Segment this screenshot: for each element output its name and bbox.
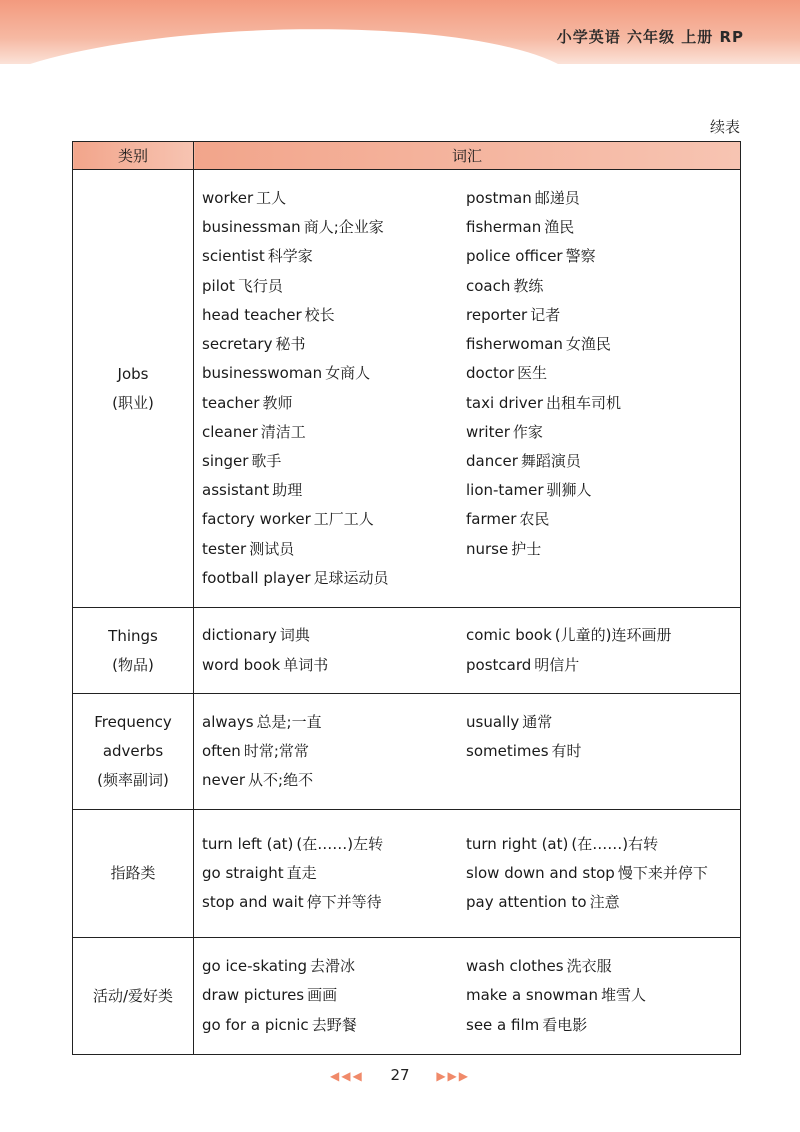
vocab-chinese: 驯狮人 [546, 481, 592, 500]
prev-arrows-icon: ◀◀◀ [329, 1069, 364, 1083]
vocab-english: taxi driver [466, 393, 544, 412]
vocab-chinese: (在……)左转 [296, 834, 384, 853]
vocab-chinese: 注意 [589, 893, 620, 912]
vocab-item [466, 621, 746, 650]
vocab-cell [194, 938, 741, 1055]
vocab-chinese: 画画 [307, 986, 338, 1005]
vocab-chinese: 直走 [286, 863, 317, 882]
category-label: Frequency [94, 713, 172, 731]
vocab-item [202, 505, 466, 534]
vocab-english: go ice-skating [202, 957, 308, 976]
vocab-item [202, 301, 466, 330]
vocab-item [466, 389, 746, 418]
category-cell [73, 170, 194, 608]
vocab-item [202, 888, 466, 917]
vocab-english: usually [466, 712, 520, 731]
vocab-item [466, 184, 746, 213]
vocab-english: tester [202, 539, 247, 558]
vocab-english: turn right (at) [466, 834, 569, 853]
vocab-chinese: 足球运动员 [313, 568, 389, 587]
vocab-english: stop and wait [202, 893, 304, 912]
vocab-english: businessman [202, 218, 301, 237]
vocab-english: singer [202, 451, 249, 470]
vocab-english: football player [202, 568, 311, 587]
vocab-cell [194, 170, 741, 608]
vocab-english: slow down and stop [466, 863, 615, 882]
vocab-english: assistant [202, 481, 270, 500]
vocab-item [202, 447, 466, 476]
vocab-item [466, 447, 746, 476]
vocab-chinese: 邮递员 [534, 189, 580, 208]
vocab-item [202, 389, 466, 418]
vocab-english: coach [466, 276, 511, 295]
vocab-chinese: 校长 [304, 305, 335, 324]
vocab-item [202, 830, 466, 859]
category-cell [73, 694, 194, 810]
vocab-chinese: 停下并等待 [306, 893, 382, 912]
vocab-item [466, 564, 746, 593]
vocab-english: pilot [202, 276, 235, 295]
vocab-grid [202, 621, 740, 679]
vocab-english: postcard [466, 655, 532, 674]
vocab-chinese: 助理 [272, 481, 303, 500]
vocab-item [202, 651, 466, 680]
vocab-item [466, 651, 746, 680]
vocab-item [202, 359, 466, 388]
vocab-item [466, 737, 746, 766]
vocab-chinese: 清洁工 [260, 422, 306, 441]
vocab-english: police officer [466, 247, 563, 266]
vocab-chinese: 有时 [551, 741, 582, 760]
vocab-chinese: 警察 [565, 247, 596, 266]
vocab-chinese: (在……)右转 [571, 834, 659, 853]
vocab-english: factory worker [202, 510, 311, 529]
vocab-english: worker [202, 189, 254, 208]
vocab-chinese: 测试员 [249, 539, 295, 558]
vocab-english: postman [466, 189, 532, 208]
vocab-chinese: 渔民 [544, 218, 575, 237]
vocab-english: fisherman [466, 218, 542, 237]
vocab-english: lion-tamer [466, 481, 544, 500]
table-row [73, 694, 741, 810]
vocab-item [466, 708, 746, 737]
vocab-item [202, 859, 466, 888]
vocab-english: go straight [202, 863, 284, 882]
vocab-chinese: 飞行员 [237, 276, 283, 295]
vocab-grid [202, 952, 740, 1040]
vocab-grid [202, 708, 740, 796]
vocab-chinese: 医生 [517, 364, 548, 383]
vocab-item [202, 184, 466, 213]
continued-label: 续表 [709, 118, 740, 136]
category-label: (职业) [112, 393, 154, 412]
vocab-chinese: 通常 [522, 712, 553, 731]
table-row [73, 608, 741, 694]
vocab-item [466, 981, 746, 1010]
vocab-item [202, 476, 466, 505]
vocab-item [466, 505, 746, 534]
vocab-chinese: 记者 [530, 305, 561, 324]
vocab-chinese: 女商人 [325, 364, 371, 383]
vocab-item [466, 888, 746, 917]
vocab-chinese: 从不;绝不 [248, 771, 314, 790]
vocab-chinese: 词典 [279, 626, 310, 645]
vocab-english: writer [466, 422, 510, 441]
vocab-item [202, 981, 466, 1010]
vocab-chinese: 护士 [511, 539, 542, 558]
vocab-chinese: 女渔民 [565, 335, 611, 354]
vocab-item [466, 859, 746, 888]
vocab-chinese: 作家 [512, 422, 543, 441]
vocab-english: word book [202, 655, 281, 674]
vocab-english: businesswoman [202, 364, 323, 383]
vocab-chinese: (儿童的)连环画册 [554, 626, 672, 645]
vocab-item [202, 1011, 466, 1040]
vocab-item [466, 1011, 746, 1040]
vocab-english: go for a picnic [202, 1015, 309, 1034]
vocab-item [202, 708, 466, 737]
vocab-english: dictionary [202, 626, 277, 645]
vocab-cell [194, 608, 741, 694]
vocab-english: teacher [202, 393, 260, 412]
vocab-item [466, 535, 746, 564]
table-row [73, 170, 741, 608]
page-number: 27 [390, 1066, 410, 1084]
vocab-chinese: 洗衣服 [566, 957, 612, 976]
page-footer [0, 1066, 800, 1084]
vocab-english: wash clothes [466, 957, 564, 976]
header-vocab: 词汇 [194, 142, 741, 170]
vocab-item [466, 418, 746, 447]
vocab-english: fisherwoman [466, 335, 563, 354]
vocab-chinese: 时常;常常 [243, 741, 309, 760]
vocab-english: doctor [466, 364, 515, 383]
table-row [73, 938, 741, 1055]
vocab-item [466, 301, 746, 330]
vocab-chinese: 去野餐 [311, 1015, 357, 1034]
vocab-english: turn left (at) [202, 834, 294, 853]
vocab-cell [194, 810, 741, 938]
vocab-item [202, 621, 466, 650]
vocab-chinese: 总是;一直 [256, 712, 322, 731]
vocab-item [202, 418, 466, 447]
vocab-english: sometimes [466, 741, 549, 760]
vocab-chinese: 科学家 [267, 247, 313, 266]
vocab-item [202, 330, 466, 359]
vocab-chinese: 教师 [262, 393, 293, 412]
vocab-chinese: 商人;企业家 [303, 218, 384, 237]
vocab-chinese: 秘书 [275, 335, 306, 354]
category-label: (频率副词) [97, 771, 169, 789]
vocab-table [72, 141, 741, 1055]
category-label: 活动/爱好类 [92, 986, 174, 1005]
header-category: 类别 [73, 142, 194, 170]
vocab-item [466, 952, 746, 981]
vocab-item [466, 476, 746, 505]
vocab-item [202, 242, 466, 271]
vocab-item [202, 213, 466, 242]
vocab-item [202, 272, 466, 301]
vocab-english: never [202, 771, 246, 790]
vocab-item [466, 242, 746, 271]
vocab-english: draw pictures [202, 986, 305, 1005]
category-label: adverbs [102, 742, 164, 760]
vocab-chinese: 出租车司机 [546, 393, 622, 412]
vocab-chinese: 看电影 [542, 1015, 588, 1034]
vocab-item [202, 564, 466, 593]
vocab-item [466, 359, 746, 388]
vocab-english: reporter [466, 305, 528, 324]
vocab-item [466, 213, 746, 242]
vocab-english: nurse [466, 539, 509, 558]
category-cell [73, 938, 194, 1055]
vocab-english: dancer [466, 451, 518, 470]
vocab-grid [202, 830, 740, 918]
vocab-english: farmer [466, 510, 517, 529]
vocab-chinese: 工厂工人 [313, 510, 374, 529]
next-arrows-icon: ▶▶▶ [436, 1069, 471, 1083]
vocab-english: cleaner [202, 422, 258, 441]
vocab-english: head teacher [202, 305, 302, 324]
vocab-english: pay attention to [466, 893, 587, 912]
book-title: 小学英语 六年级 上册 RP [556, 28, 744, 46]
vocab-grid [202, 184, 740, 593]
vocab-english: secretary [202, 335, 273, 354]
vocab-chinese: 舞蹈演员 [520, 451, 581, 470]
vocab-item [202, 952, 466, 981]
table-header-row [73, 142, 741, 170]
vocab-english: often [202, 741, 241, 760]
vocab-chinese: 明信片 [534, 655, 580, 674]
vocab-chinese: 单词书 [283, 655, 329, 674]
vocab-chinese: 工人 [256, 189, 287, 208]
category-label: (物品) [112, 655, 154, 674]
vocab-chinese: 去滑冰 [310, 957, 356, 976]
vocab-chinese: 农民 [519, 510, 550, 529]
category-label: Jobs [117, 364, 149, 383]
vocab-item [466, 272, 746, 301]
vocab-english: scientist [202, 247, 265, 266]
category-label: Things [108, 626, 158, 645]
table-row [73, 810, 741, 938]
vocab-item [202, 535, 466, 564]
vocab-english: see a film [466, 1015, 540, 1034]
category-label: 指路类 [110, 864, 156, 882]
vocab-item [202, 766, 466, 795]
vocab-chinese: 堆雪人 [601, 986, 647, 1005]
category-cell [73, 810, 194, 938]
vocab-item [466, 830, 746, 859]
vocab-english: always [202, 712, 254, 731]
vocab-item [466, 766, 746, 795]
vocab-english: comic book [466, 626, 552, 645]
vocab-chinese: 慢下来并停下 [617, 863, 708, 882]
vocab-cell [194, 694, 741, 810]
category-cell [73, 608, 194, 694]
vocab-chinese: 教练 [513, 276, 544, 295]
vocab-english: make a snowman [466, 986, 598, 1005]
vocab-chinese: 歌手 [251, 451, 282, 470]
vocab-item [202, 737, 466, 766]
vocab-item [466, 330, 746, 359]
